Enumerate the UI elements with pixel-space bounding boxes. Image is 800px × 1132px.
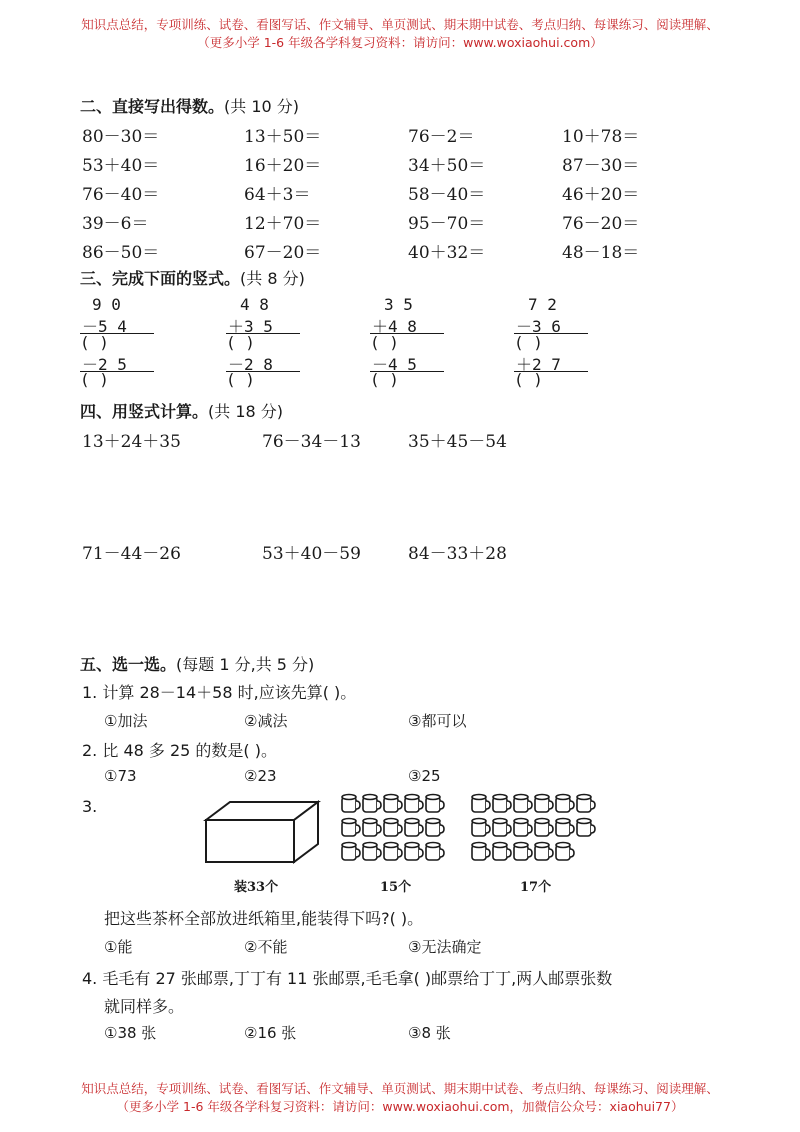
calc-item: 46＋20＝ <box>562 185 640 205</box>
cup-icon <box>384 843 402 861</box>
cup-group-17 <box>470 792 610 864</box>
vertical-operation: －3 6 <box>516 317 561 336</box>
cup-icon <box>363 843 381 861</box>
answer-blank[interactable]: ( ) <box>226 370 255 389</box>
calc-item: 40＋32＝ <box>408 243 486 263</box>
question-3-text: 把这些茶杯全部放进纸箱里,能装得下吗?( )。 <box>104 909 424 928</box>
cup-icon <box>535 843 553 861</box>
section-5-score: (每题 1 分,共 5 分) <box>176 655 315 674</box>
cups-caption-2: 17个 <box>520 880 552 895</box>
question-1-text: 1. 计算 28－14＋58 时,应该先算( )。 <box>82 683 357 702</box>
calc-expression: 35＋45－54 <box>408 432 507 452</box>
calc-item: 64＋3＝ <box>244 185 311 205</box>
answer-blank[interactable]: ( ) <box>226 333 255 352</box>
calc-item: 95－70＝ <box>408 214 486 234</box>
calc-item: 53＋40＝ <box>82 156 160 176</box>
box-illustration <box>200 796 324 868</box>
section-4-score: (共 18 分) <box>208 402 284 421</box>
cup-icon <box>514 843 532 861</box>
cup-icon <box>472 795 490 813</box>
question-1-option-b[interactable]: ②减法 <box>244 712 288 730</box>
vertical-operation: －4 5 <box>372 355 417 374</box>
cup-icon <box>472 819 490 837</box>
cup-icon <box>535 819 553 837</box>
vertical-operation: －5 4 <box>82 317 127 336</box>
vertical-top-number: 3 5 <box>384 295 413 314</box>
section-3-score: (共 8 分) <box>240 269 305 288</box>
calc-item: 12＋70＝ <box>244 214 322 234</box>
question-2-text: 2. 比 48 多 25 的数是( )。 <box>82 741 277 760</box>
answer-blank[interactable]: ( ) <box>80 370 109 389</box>
calc-item: 86－50＝ <box>82 243 160 263</box>
question-1-option-c[interactable]: ③都可以 <box>408 712 467 730</box>
cup-icon <box>363 795 381 813</box>
vertical-operation: ＋2 7 <box>516 355 561 374</box>
cup-icon <box>342 795 360 813</box>
question-4-option-c[interactable]: ③8 张 <box>408 1024 451 1042</box>
question-1-option-a[interactable]: ①加法 <box>104 712 148 730</box>
calc-item: 76－20＝ <box>562 214 640 234</box>
question-4-option-a[interactable]: ①38 张 <box>104 1024 157 1042</box>
question-4-line-1: 4. 毛毛有 27 张邮票,丁丁有 11 张邮票,毛毛拿( )邮票给丁丁,两人邮票张数 <box>82 969 613 988</box>
answer-blank[interactable]: ( ) <box>514 370 543 389</box>
calc-item: 34＋50＝ <box>408 156 486 176</box>
vertical-operation: －2 8 <box>228 355 273 374</box>
section-5-title <box>80 652 314 675</box>
calc-item: 58－40＝ <box>408 185 486 205</box>
answer-blank[interactable]: ( ) <box>514 333 543 352</box>
answer-blank[interactable]: ( ) <box>370 333 399 352</box>
cup-icon <box>384 819 402 837</box>
cup-icon <box>493 795 511 813</box>
calc-item: 48－18＝ <box>562 243 640 263</box>
calc-expression: 76－34－13 <box>262 432 361 452</box>
calc-item: 10＋78＝ <box>562 127 640 147</box>
question-2-option-b[interactable]: ②23 <box>244 767 277 785</box>
section-2-score: (共 10 分) <box>224 97 300 116</box>
vertical-operation: －2 5 <box>82 355 127 374</box>
question-3-number: 3. <box>82 797 98 816</box>
cup-icon <box>472 843 490 861</box>
footer-banner-line-1: 知识点总结，专项训练、试卷、看图写话、作文辅导、单页测试、期末期中试卷、考点归纳、每课练习、阅读理解、 <box>81 1081 719 1096</box>
cup-icon <box>405 795 423 813</box>
cup-icon <box>556 843 574 861</box>
question-4-option-b[interactable]: ②16 张 <box>244 1024 297 1042</box>
calc-expression: 84－33＋28 <box>408 544 507 564</box>
header-banner-line-2: （更多小学 1-6 年级各学科复习资料：请访问：www.woxiaohui.com） <box>197 35 603 50</box>
cup-icon <box>493 843 511 861</box>
calc-expression: 71－44－26 <box>82 544 181 564</box>
cups-caption-1: 15个 <box>380 880 412 895</box>
question-2-option-c[interactable]: ③25 <box>408 767 441 785</box>
cup-icon <box>426 819 444 837</box>
section-5-heading: 五、选一选。 <box>80 655 177 674</box>
cup-icon <box>577 795 595 813</box>
calc-item: 67－20＝ <box>244 243 322 263</box>
question-2-option-a[interactable]: ①73 <box>104 767 137 785</box>
calc-item: 76－2＝ <box>408 127 475 147</box>
cup-icon <box>342 819 360 837</box>
question-3-option-a[interactable]: ①能 <box>104 938 133 956</box>
cup-icon <box>405 843 423 861</box>
calc-item: 13＋50＝ <box>244 127 322 147</box>
cup-icon <box>514 795 532 813</box>
cup-icon <box>363 819 381 837</box>
question-4-line-2: 就同样多。 <box>104 997 185 1016</box>
cup-icon <box>556 819 574 837</box>
answer-blank[interactable]: ( ) <box>80 333 109 352</box>
cup-icon <box>514 819 532 837</box>
cup-icon <box>577 819 595 837</box>
calc-item: 39－6＝ <box>82 214 149 234</box>
question-3-option-c[interactable]: ③无法确定 <box>408 938 482 956</box>
cup-icon <box>342 843 360 861</box>
vertical-operation: ＋3 5 <box>228 317 273 336</box>
cup-icon <box>556 795 574 813</box>
cup-group-15 <box>340 792 456 864</box>
vertical-top-number: 7 2 <box>528 295 557 314</box>
calc-expression: 13＋24＋35 <box>82 432 181 452</box>
vertical-operation: ＋4 8 <box>372 317 417 336</box>
calc-item: 87－30＝ <box>562 156 640 176</box>
vertical-top-number: 4 8 <box>240 295 269 314</box>
cup-icon <box>405 819 423 837</box>
cup-icon <box>426 795 444 813</box>
header-banner-line-1: 知识点总结，专项训练、试卷、看图写话、作文辅导、单页测试、期末期中试卷、考点归纳、每课练习、阅读理解、 <box>81 17 719 32</box>
question-3-option-b[interactable]: ②不能 <box>244 938 288 956</box>
calc-item: 80－30＝ <box>82 127 160 147</box>
cup-icon <box>493 819 511 837</box>
vertical-top-number: 9 0 <box>92 295 121 314</box>
cup-icon <box>535 795 553 813</box>
section-3-heading: 三、完成下面的竖式。 <box>80 269 241 288</box>
footer-banner-line-2: （更多小学 1-6 年级各学科复习资料：请访问：www.woxiaohui.com，加微信公众号：xiaohui77） <box>116 1099 684 1114</box>
section-2-heading: 二、直接写出得数。 <box>80 97 225 116</box>
calc-expression: 53＋40－59 <box>262 544 361 564</box>
section-3-title <box>80 266 305 289</box>
answer-blank[interactable]: ( ) <box>370 370 399 389</box>
section-4-heading: 四、用竖式计算。 <box>80 402 209 421</box>
calc-item: 16＋20＝ <box>244 156 322 176</box>
cup-icon <box>384 795 402 813</box>
calc-item: 76－40＝ <box>82 185 160 205</box>
section-4-title <box>80 399 283 422</box>
cup-icon <box>426 843 444 861</box>
box-caption: 装33个 <box>234 880 279 895</box>
section-2-title <box>80 94 299 117</box>
